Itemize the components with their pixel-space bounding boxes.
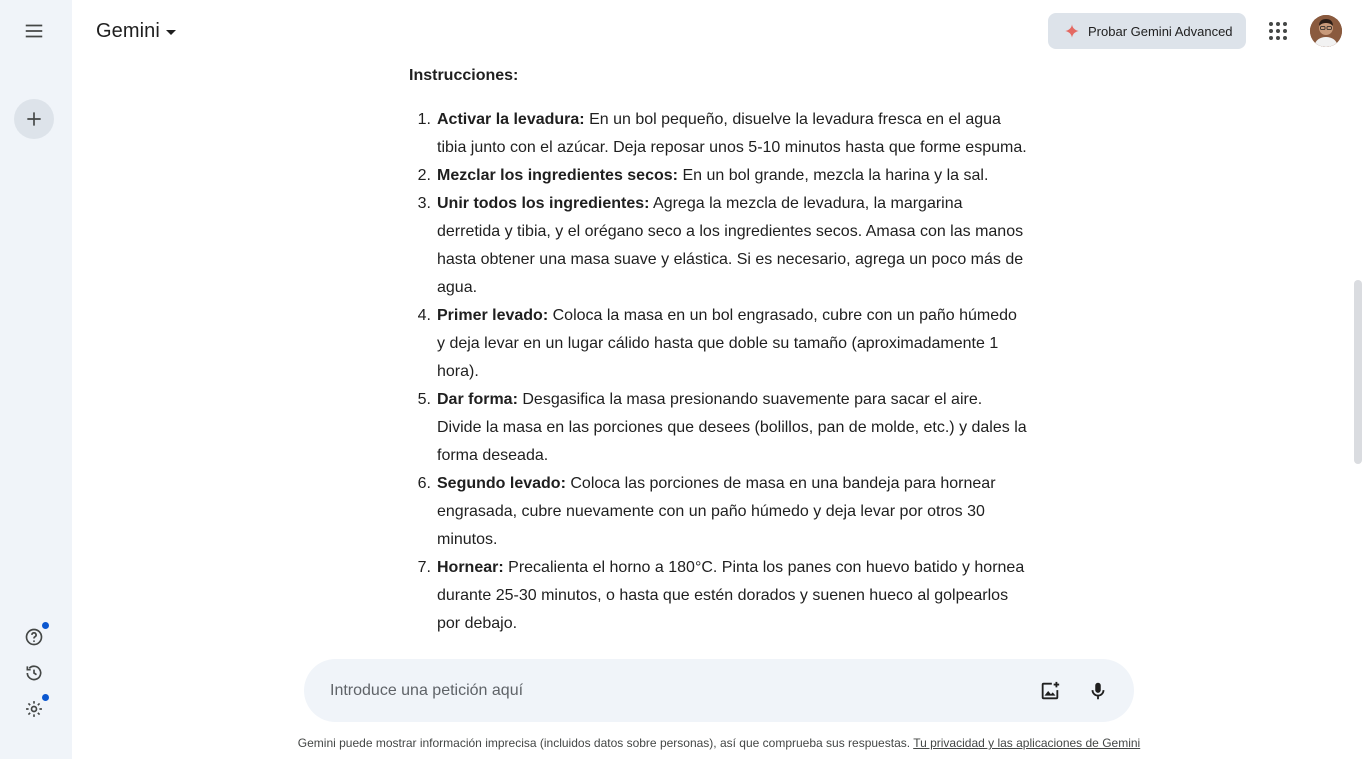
- microphone-icon: [1087, 680, 1109, 702]
- step-text: Coloca la masa en un bol engrasado, cubre con un paño húmedo y deja levar en un lugar cálido hasta que doble su tamaño (aproximadamente 1 hora).: [437, 307, 1017, 380]
- step-text: Coloca las porciones de masa en una bandeja para hornear engrasada, cubre nuevamente con un paño húmedo y deja levar por otros 30 minutos.: [437, 475, 996, 548]
- new-chat-button[interactable]: [14, 99, 54, 139]
- step-text: Agrega la mezcla de levadura, la margarina derretida y tibia, y el orégano seco a los ingredientes secos. Amasa con las manos hasta obtener una masa suave y elástica. Si es necesario, agrega un poco más de agua.: [437, 195, 1024, 296]
- step-text: Desgasifica la masa presionando suavemente para sacar el aire. Divide la masa en las porciones que desees (bolillos, pan de molde, etc.) y dales la forma deseada.: [437, 391, 1027, 464]
- apps-grid-icon: [1268, 21, 1288, 41]
- step-number: 2.: [417, 167, 431, 184]
- step-number: 4.: [417, 307, 431, 324]
- notification-dot: [42, 622, 49, 629]
- list-item: [409, 162, 1029, 190]
- add-image-icon: [1039, 680, 1061, 702]
- history-icon: [24, 663, 44, 683]
- sparkle-icon: [1064, 23, 1080, 39]
- step-text: Precalienta el horno a 180°C. Pinta los panes con huevo batido y hornea durante 25-30 minutos, o hasta que estén dorados y suenen hueco al golpearlos por debajo.: [437, 559, 1025, 632]
- list-item: [409, 470, 1029, 554]
- prompt-bar: [304, 659, 1134, 722]
- step-title: Unir todos los ingredientes:: [437, 195, 650, 212]
- notification-dot: [42, 694, 49, 701]
- step-title: Activar la levadura:: [437, 111, 585, 128]
- privacy-link[interactable]: Tu privacidad y las aplicaciones de Gemini: [913, 736, 1141, 750]
- activity-button[interactable]: [22, 661, 46, 685]
- upload-image-button[interactable]: [1037, 678, 1063, 704]
- sidebar: [0, 0, 72, 759]
- app-title: Gemini: [96, 19, 160, 42]
- step-title: Primer levado:: [437, 307, 549, 324]
- disclaimer: [0, 736, 1366, 750]
- settings-button[interactable]: [22, 697, 46, 721]
- microphone-button[interactable]: [1085, 678, 1111, 704]
- step-text: En un bol grande, mezcla la harina y la sal.: [682, 167, 989, 184]
- step-title: Segundo levado:: [437, 475, 566, 492]
- list-item: [409, 386, 1029, 470]
- list-item: [409, 106, 1029, 162]
- help-button[interactable]: [22, 625, 46, 649]
- response-content: [409, 62, 1029, 638]
- step-number: 6.: [417, 475, 431, 492]
- caret-down-icon: [166, 30, 176, 35]
- instructions-list: [409, 106, 1029, 638]
- google-apps-button[interactable]: [1262, 15, 1294, 47]
- plus-icon: [24, 109, 44, 129]
- step-number: 7.: [417, 559, 431, 576]
- menu-icon: [23, 20, 45, 42]
- avatar[interactable]: [1310, 15, 1342, 47]
- scrollbar-thumb[interactable]: [1354, 280, 1362, 464]
- step-title: Hornear:: [437, 559, 504, 576]
- step-title: Mezclar los ingredientes secos:: [437, 167, 678, 184]
- step-number: 3.: [417, 195, 431, 212]
- help-icon: [24, 627, 44, 647]
- model-selector[interactable]: [96, 18, 176, 44]
- main-menu-button[interactable]: [14, 11, 54, 51]
- list-item: [409, 554, 1029, 638]
- disclaimer-text: Gemini puede mostrar información imprecisa (incluidos datos sobre personas), así que comprueba sus respuestas.: [297, 736, 911, 750]
- step-title: Dar forma:: [437, 391, 518, 408]
- prompt-input[interactable]: [330, 659, 1010, 722]
- section-title: Instrucciones:: [409, 67, 519, 84]
- step-number: 1.: [417, 111, 431, 128]
- upgrade-button[interactable]: [1048, 13, 1246, 49]
- step-text: En un bol pequeño, disuelve la levadura fresca en el agua tibia junto con el azúcar. Deja reposar unos 5-10 minutos hasta que forme espuma.: [437, 111, 1027, 156]
- gear-icon: [24, 699, 44, 719]
- list-item: [409, 190, 1029, 302]
- avatar-image: [1310, 15, 1342, 47]
- step-number: 5.: [417, 391, 431, 408]
- list-item: [409, 302, 1029, 386]
- upgrade-label: Probar Gemini Advanced: [1088, 23, 1233, 39]
